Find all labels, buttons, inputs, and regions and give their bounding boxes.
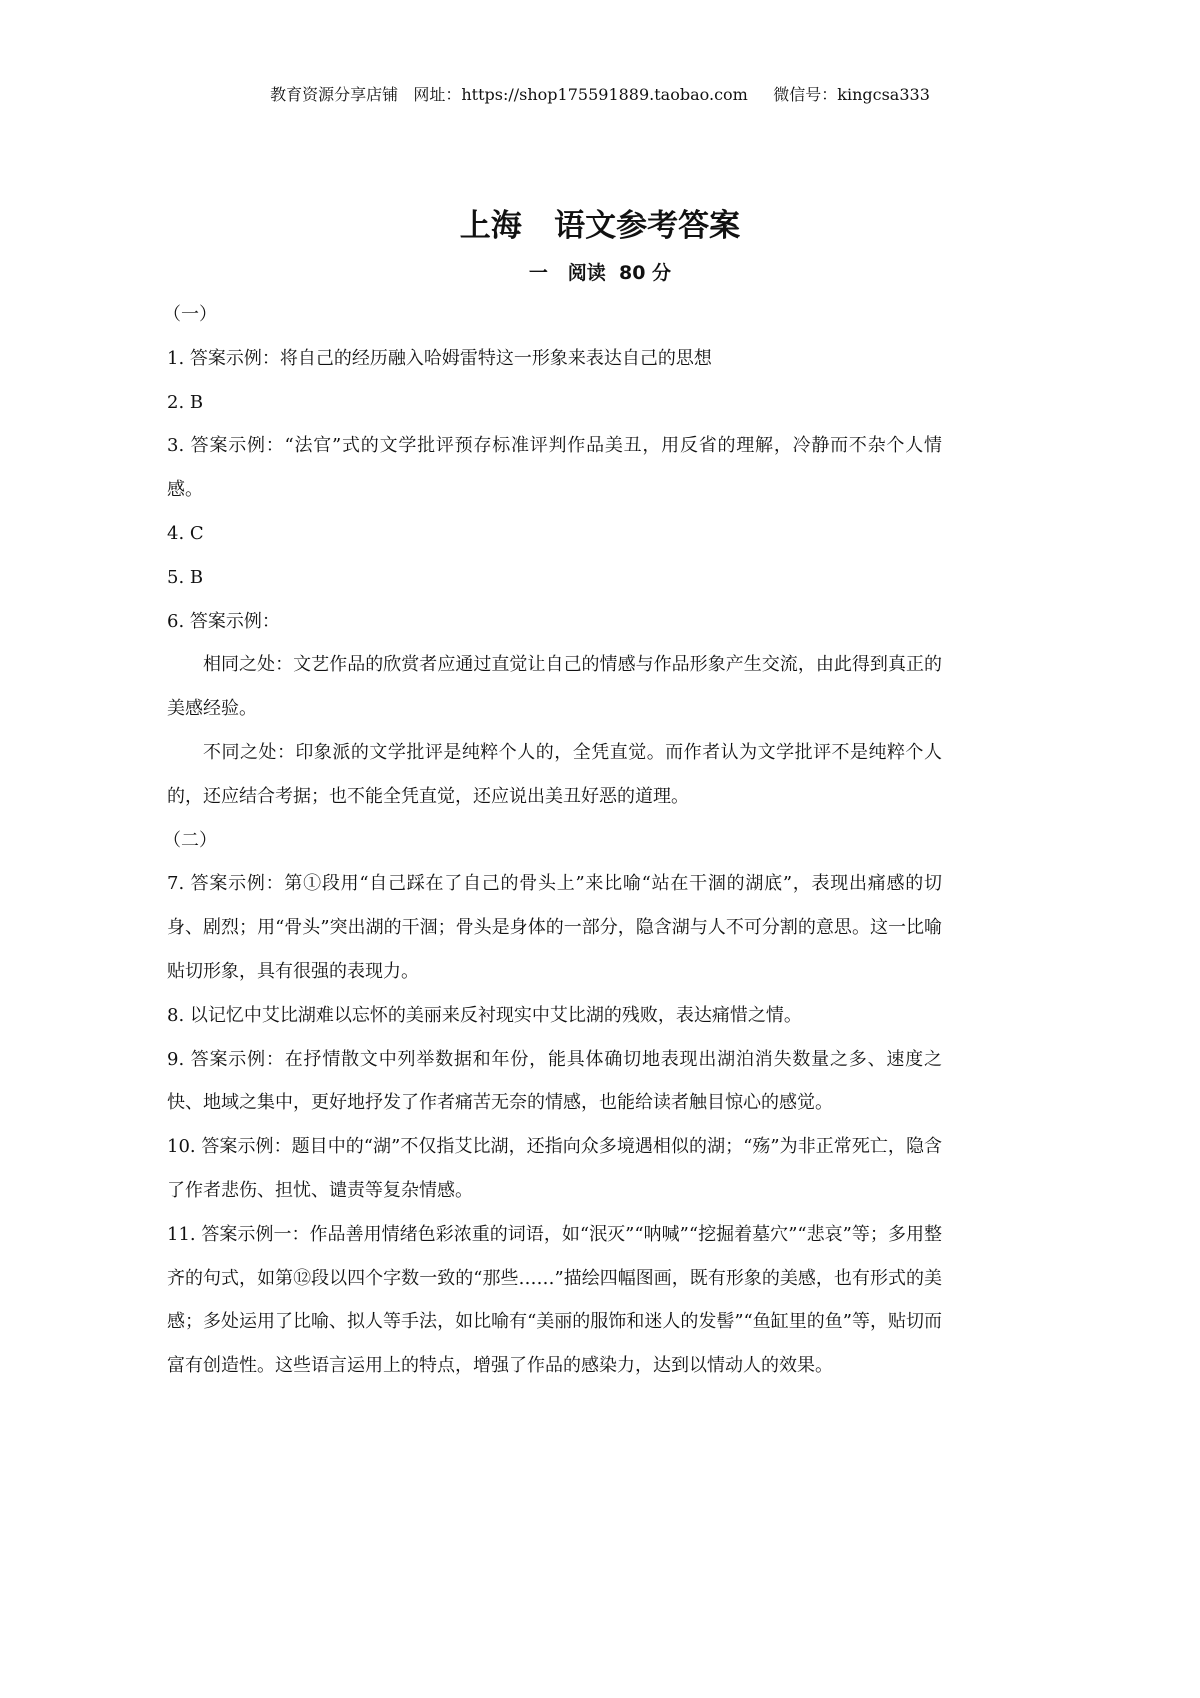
document-body: [163, 293, 942, 1388]
answer-paragraph: 不同之处：印象派的文学批评是纯粹个人的，全凭直觉。而作者认为文学批评不是纯粹个人的，还应结合考据；也不能全凭直觉，还应说出美丑好恶的道理。: [167, 741, 942, 807]
answer-paragraph: 7. 答案示例：第①段用“自己踩在了自己的骨头上”来比喻“站在干涸的湖底”，表现出痛感的切身、剧烈；用“骨头”突出湖的干涸；骨头是身体的一部分，隐含湖与人不可分割的意思。这一比喻贴切形象，具有很强的表现力。: [167, 873, 942, 982]
answer-paragraph: 2. B: [167, 391, 204, 413]
document-title: 上海 语文参考答案: [459, 208, 741, 244]
section-label: （二）: [163, 829, 217, 851]
answer-paragraph: 9. 答案示例：在抒情散文中列举数据和年份，能具体确切地表现出湖泊消失数量之多、速度之快、地域之集中，更好地抒发了作者痛苦无奈的情感，也能给读者触目惊心的感觉。: [167, 1048, 942, 1114]
page-header: 教育资源分享店铺 网址：https://shop175591889.taobao.com 微信号：kingcsa333: [270, 85, 930, 104]
answer-paragraph: 6. 答案示例：: [167, 610, 280, 632]
answer-paragraph: 11. 答案示例一：作品善用情绪色彩浓重的词语，如“泯灭”“呐喊”“挖掘着墓穴”“悲哀”等；多用整齐的句式，如第⑫段以四个字数一致的“那些……”描绘四幅图画，既有形象的美感，也有形式的美感；多处运用了比喻、拟人等手法，如比喻有“美丽的服饰和迷人的发髻”“鱼缸里的鱼”等，贴切而富有创造性。这些语言运用上的特点，增强了作品的感染力，达到以情动人的效果。: [167, 1223, 942, 1377]
answer-paragraph: 3. 答案示例：“法官”式的文学批评预存标准评判作品美丑，用反省的理解，冷静而不杂个人情感。: [167, 435, 942, 501]
answer-paragraph: 8. 以记忆中艾比湖难以忘怀的美丽来反衬现实中艾比湖的残败，表达痛惜之情。: [167, 1004, 802, 1026]
answer-paragraph: 4. C: [167, 522, 204, 544]
section-heading: 一 阅读 80 分: [528, 262, 672, 284]
answer-paragraph: 10. 答案示例：题目中的“湖”不仅指艾比湖，还指向众多境遇相似的湖；“殇”为非正常死亡，隐含了作者悲伤、担忧、谴责等复杂情感。: [167, 1136, 942, 1201]
section-label: （一）: [163, 304, 217, 325]
answer-paragraph: 相同之处：文艺作品的欣赏者应通过直觉让自己的情感与作品形象产生交流，由此得到真正的美感经验。: [167, 654, 942, 720]
answer-paragraph: 5. B: [167, 566, 204, 588]
answer-paragraph: 1. 答案示例：将自己的经历融入哈姆雷特这一形象来表达自己的思想: [167, 347, 712, 369]
